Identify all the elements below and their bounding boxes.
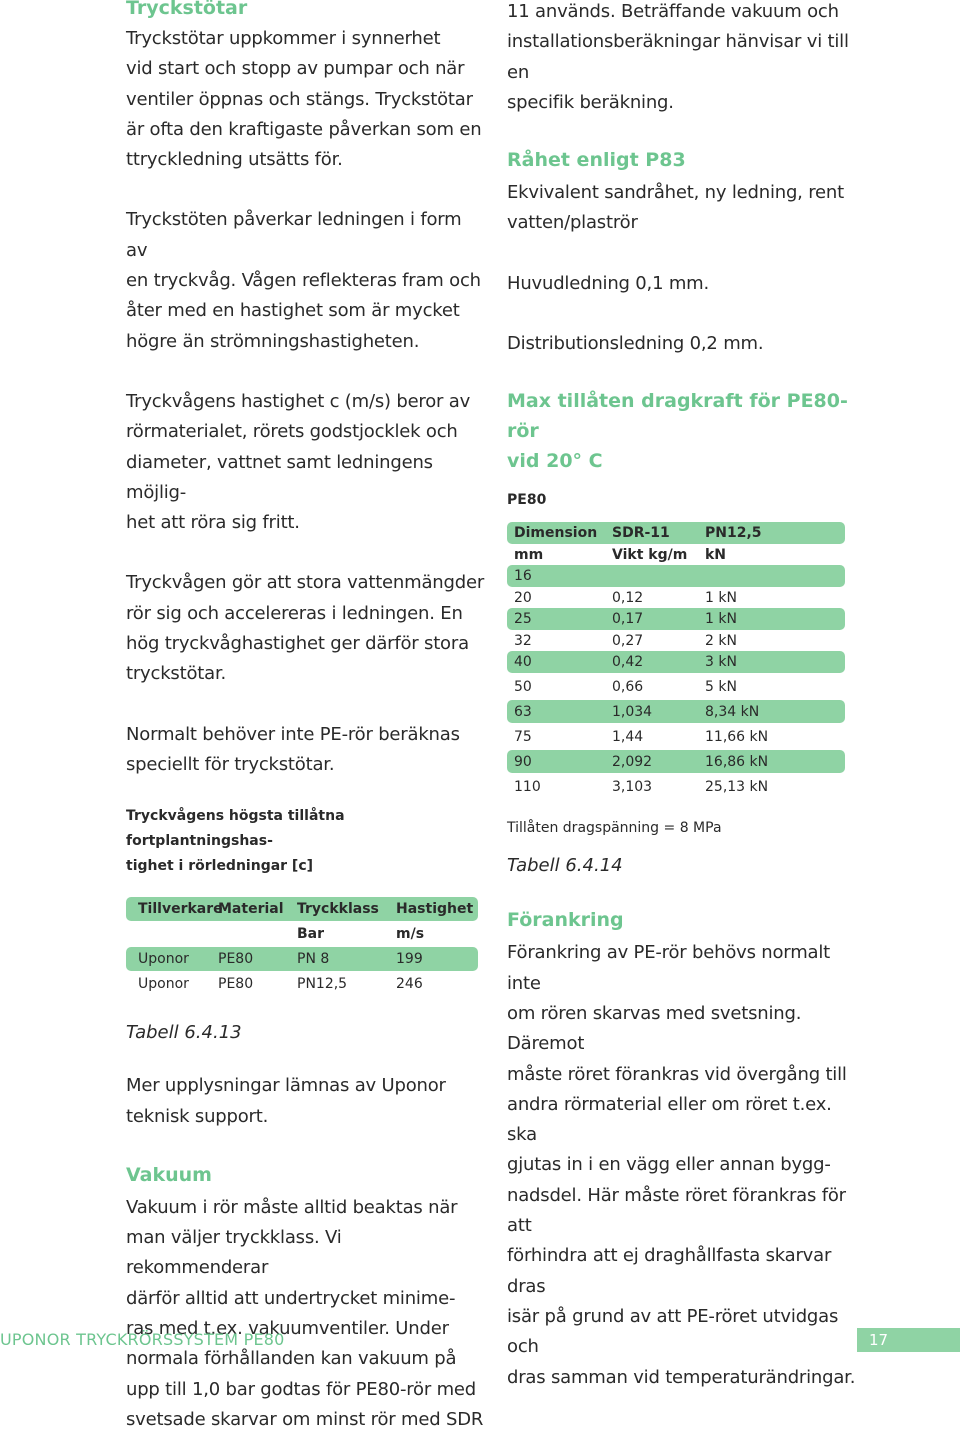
table-unit-cell: Bar — [297, 926, 325, 943]
table-cell: Uponor — [138, 976, 189, 993]
heading-rahet: Råhet enligt P83 — [507, 149, 686, 172]
table-row — [507, 651, 845, 673]
table-cell: Uponor — [138, 951, 189, 968]
table-header-cell: Tillverkare — [138, 901, 223, 918]
table-caption: Tabell 6.4.13 — [126, 1022, 242, 1044]
table-cell: 0,66 — [612, 678, 644, 695]
table-unit-row — [507, 544, 845, 565]
paragraph: Distributionsledning 0,2 mm. — [507, 333, 764, 355]
right-column — [507, 0, 867, 1393]
table-cell: 110 — [514, 778, 541, 795]
table-row — [507, 630, 845, 651]
table-row — [507, 750, 845, 773]
table-cell: 90 — [514, 753, 532, 770]
table-cell: PE80 — [218, 976, 254, 993]
table-cell: 25,13 kN — [705, 778, 769, 795]
table-cell: 1,44 — [612, 728, 644, 745]
table-row — [126, 971, 478, 997]
table-cell: 1,034 — [612, 703, 653, 720]
velocity-table — [126, 897, 478, 997]
heading-forankring: Förankring — [507, 909, 624, 932]
tensile-table — [507, 522, 845, 800]
table-cell: 40 — [514, 654, 532, 671]
table-cell: 20 — [514, 589, 532, 606]
table-cell: 0,42 — [612, 654, 644, 671]
table-row — [507, 587, 845, 608]
table-unit-cell: m/s — [396, 926, 425, 943]
table-unit-row — [126, 921, 478, 947]
table-header-cell: Dimension — [514, 525, 598, 542]
table-cell: 11,66 kN — [705, 728, 769, 745]
table-cell: 1 kN — [705, 611, 737, 628]
table-row — [507, 608, 845, 630]
table-cell: 5 kN — [705, 678, 737, 695]
table-cell: 8,34 kN — [705, 703, 760, 720]
table-cell: 2,092 — [612, 753, 653, 770]
table-cell: 16 — [514, 568, 532, 585]
table-cell: 3,103 — [612, 778, 653, 795]
table-cell: PE80 — [218, 951, 254, 968]
paragraph: Tryckstötar uppkommer i synnerhet vid start och stopp av pumpar och när ventiler öppnas och stängs. Tryckstötar är ofta den kraftigaste påverkan som en ttryckledning utsätts för. — [126, 28, 482, 171]
table-unit-cell: Vikt kg/m — [612, 546, 688, 563]
table-cell: 0,17 — [612, 611, 644, 628]
table-row — [507, 565, 845, 587]
table-label: PE80 — [507, 492, 547, 509]
table-header-row — [507, 522, 845, 544]
table-header-row — [126, 897, 478, 921]
table-header-cell: Tryckklass — [297, 901, 379, 918]
table-cell: 75 — [514, 728, 532, 745]
table-header-cell: SDR-11 — [612, 525, 670, 542]
left-column — [126, 0, 486, 1435]
footer-title: UPONOR TRYCKRÖRSSYSTEM PE80 — [0, 1330, 285, 1349]
page-number-box — [857, 1328, 960, 1352]
table-cell: 2 kN — [705, 632, 737, 649]
paragraph: Normalt behöver inte PE-rör beräknas speciellt för tryckstötar. — [126, 723, 460, 775]
paragraph: Mer upplysningar lämnas av Uponor teknisk support. — [126, 1075, 446, 1127]
table-row — [507, 700, 845, 723]
paragraph: Tryckvågens hastighet c (m/s) beror av rörmaterialet, rörets godstjocklek och diameter, vattnet samt ledningens möjlig- het att röra sig fritt. — [126, 390, 471, 534]
table-title: Tryckvågens högsta tillåtna fortplantningshas- tighet i rörledningar [c] — [126, 808, 345, 875]
table-unit-cell: kN — [705, 546, 727, 563]
table-header-cell: PN12,5 — [705, 525, 762, 542]
table-cell: 50 — [514, 678, 532, 695]
page-number: 17 — [869, 1331, 889, 1349]
paragraph: Ekvivalent sandråhet, ny ledning, rent vatten/plaströr — [507, 182, 844, 234]
table-row — [507, 723, 845, 750]
heading-tryckstotar: Tryckstötar — [126, 0, 248, 19]
paragraph: Huvudledning 0,1 mm. — [507, 272, 710, 294]
table-cell: 63 — [514, 703, 532, 720]
table-cell: 16,86 kN — [705, 753, 769, 770]
table-header-cell: Material — [218, 901, 284, 918]
table-cell: 199 — [396, 951, 423, 968]
table-cell: PN 8 — [297, 951, 330, 968]
heading-max-dragkraft: Max tillåten dragkraft för PE80-rör vid 20° C — [507, 390, 848, 473]
table-cell: 25 — [514, 611, 532, 628]
paragraph: Vakuum i rör måste alltid beaktas när man väljer tryckklass. Vi rekommenderar därför alltid att undertrycket minime- ras med t.ex. vakuumventiler. Under normala förhållanden kan vakuum på upp till 1,0 bar godtas för PE80-rör med svetsade skarvar om minst rör med SDR — [126, 1196, 484, 1430]
table-row — [507, 673, 845, 700]
table-cell: 3 kN — [705, 654, 737, 671]
heading-vakuum: Vakuum — [126, 1163, 212, 1186]
table-cell: PN12,5 — [297, 976, 348, 993]
table-header-cell: Hastighet — [396, 901, 474, 918]
table-caption: Tabell 6.4.14 — [507, 855, 623, 877]
table-cell: 0,27 — [612, 632, 644, 649]
table-cell: 0,12 — [612, 589, 644, 606]
paragraph: Förankring av PE-rör behövs normalt inte om rören skarvas med svetsning. Däremot måste röret förankras vid övergång till andra rörmaterial eller om röret t.ex. ska gjutas in i en vägg eller annan bygg- nadsdel. Här måste röret förankras för att förhindra att ej draghållfasta skarvar dras isär på grund av att PE-röret utvidgas och dras samman vid temperaturändringar. — [507, 942, 856, 1388]
table-cell: 32 — [514, 632, 532, 649]
table-note: Tillåten dragspänning = 8 MPa — [507, 820, 722, 837]
paragraph: Tryckvågen gör att stora vattenmängder rör sig och accelereras i ledningen. En hög tryckvåghastighet ger därför stora tryckstötar. — [126, 572, 485, 685]
paragraph: Tryckstöten påverkar ledningen i form av en tryckvåg. Vågen reflekteras fram och åter med en hastighet som är mycket högre än strömningshastigheten. — [126, 209, 481, 352]
paragraph: 11 används. Beträffande vakuum och installationsberäkningar hänvisar vi till en specifik beräkning. — [507, 1, 849, 113]
table-row — [126, 947, 478, 971]
table-unit-cell: mm — [514, 546, 544, 563]
table-cell: 1 kN — [705, 589, 737, 606]
table-cell: 246 — [396, 976, 423, 993]
table-row — [507, 773, 845, 800]
